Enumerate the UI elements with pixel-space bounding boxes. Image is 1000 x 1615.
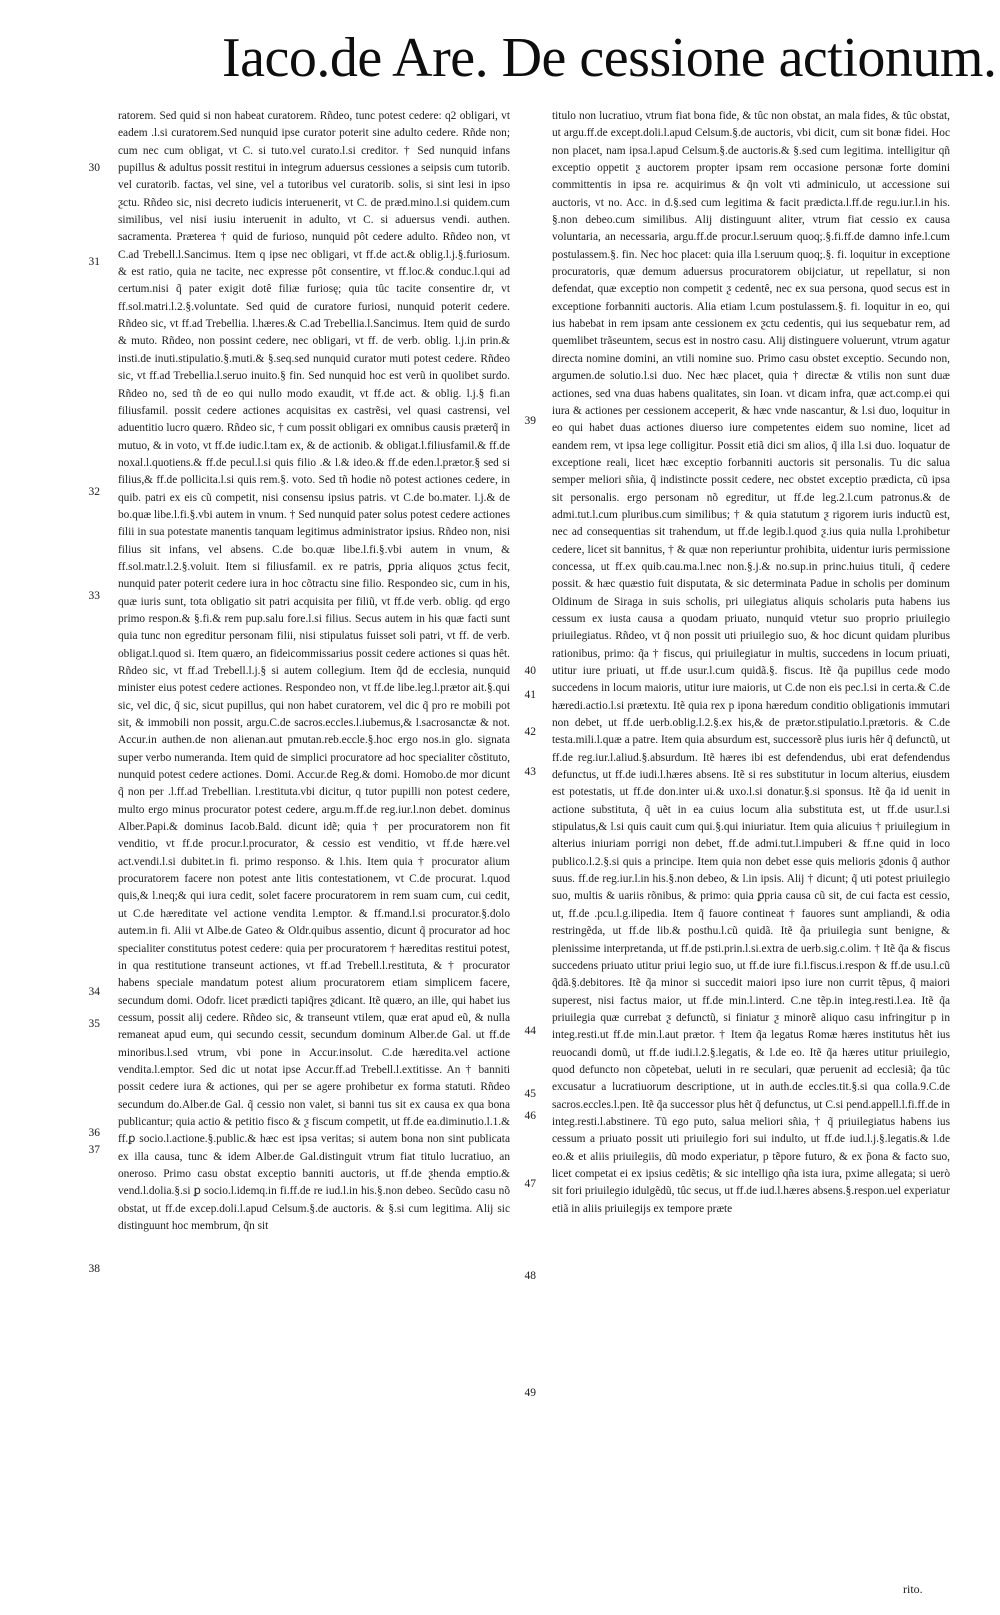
margin-number: 32 <box>88 486 100 498</box>
margin-number: 33 <box>88 590 100 602</box>
margin-number: 47 <box>524 1178 536 1190</box>
right-text-column <box>552 108 950 1548</box>
margin-number: 48 <box>524 1270 536 1282</box>
margin-number: 31 <box>88 256 100 268</box>
left-column-text: ratorem. Sed quid si non habeat curatorem. Rñdeo, tunc potest cedere: q2 obligari, vt eadem .l.si curatorem.Sed nunquid ipse curator poterit sine adulto cedere. Rñde non; cum nec cum obligat, vt C. si tuto.vel curato.l.si creditor. † Sed nunquid infans pupillus & adultus possit restitui in integrum aduersus cessiones a seipsis cum tutorib. vel curatorib. factas, vel sine, vel a tutoribus vel curatorib. solis, si sint lesi in ipso ƺctu. Rñdeo sic, nisi decreto iudicis interuenerit, vt C. de præd.mino.l.si quidem.cum similibus, vel nisi iusiu interuenit in adulto, vt C. si aduersus vendi. authen. sacramenta. Præterea † quid de furioso, nunquid pôt cedere adulto. Rñdeo non, vt C.ad Trebell.l.Sancimus. Item q ipse nec obligari, vt ff.de act.& oblig.l.j.§.furiosum. & est ratio, quia ne tacite, nec expresse pôt consentire, vt ff.loc.& conduc.l.qui ad certum.nisi q̃ pater exigit dotê filiæ furiosę; quia tûc tacite consentire dr, vt ff.sol.matri.l.2.§.voluntate. Sed quid de curatore furiosi, nunquid poterit cedere. Rñdeo sic, vt ff.ad Trebellia. l.hæres.& C.ad Trebellia.l.Sancimus. Item quid de surdo & muto. Rñdeo, non possint cedere, nec obligari, vt ff. de verb. oblig. l.j.in prin.& insti.de inuti.stipulatio.§.muti.& §.seq.sed nunquid curator muti potest cedere. Rñdeo sic, vt ff.ad Trebellia.l.seruo inuito.§ fin. Sed nunquid hoc est verũ in quolibet surdo. Rñdeo no, sed tñ de eo qui nullo modo exaudit, vt ff.de act. & oblig. l.j.§ fi.an filiusfamil. possit cedere actiones acquisitas ex castrẽsi, vel quasi castrensi, vel aduentitio lucro quæro. Rñdeo sic, † cum possit obligari ex omnibus causis præterq̃ in mutuo, & in voto, vt ff.de iudic.l.tam ex, & de actionib. & obligat.l.filiusfamil.& ff.de noxal.l.quotiens.& ff.de pecul.l.si quis filio .& l.& ideo.& ff.de eden.l.prætor.§ sed si filius,& ff.de pollicita.l.si quis rem.§. voto. Sed tñ hodie nõ potest actiones cedere, in quib. patri ex eis cũ competit, nisi consensu ipsius patris. vt C.de bo.mater. l.j.& de bo.quæ libe.l.fi.§.vbi autem in vnum. † Sed nunquid pater solus potest cedere actiones filii in sua potestate manentis tanquam legitimus administrator ipsius. Rñdeo non, nisi filius sit infans, vel absens. C.de bo.quæ libe.l.fi.§.vbi autem in vnum, & ff.sol.matr.l.2.§.voluit. Item si filiusfamil. ex re patris, ꝑpria aliquos ƺctus fecit, nunquid pater poterit cedere iura in hoc cõtractu sine filio. Respondeo sic, cum in his, quæ iuris sunt, tota obligatio sit patri acquisita per filiũ, vt ff.de verb. oblig. qd ergo primo respon.& §.fi.& rem pup.salu fore.l.si filius. Secus autem in his quæ facti sunt quia tunc non egreditur personam filii, nisi stipulatus fuisset soli patri, vt ff. de verb. obligat.l.quod si. Item quæro, an fideicommissarius possit cedere actiones si quas hêt. Rñdeo sic, vt ff.ad Trebell.l.j.§ si autem collegium. Item q̃d de ecclesia, nunquid minister eius potest cedere actiones. Respondeo non, vt ff.de libe.leg.l.prætor ait.§.qui sic, vel dic, q̃ sic, sicut pupillus, qui non habet curatorem, vel dic q̃ pro re mobili pot sit, & immobili non possit, argu.C.de sacros.eccles.l.iubemus,& l.sacrosanctæ & not. Accur.in authen.de non alienan.aut pmutan.reb.eccle.§.hoc ergo nos.in glo. signata super verbo numeranda. Item quid de simplici procuratore ad hoc specialiter cõstituto, nunquid potest cedere actiones. Domi. Accur.de Reg.& domi. Homobo.de mor dicunt q̃ non per .l.ff.ad Trebellian. l.restituta.vbi dicitur, q tutor pupilli non potest cedere, multo ergo minus procurator potest cedere, argu.m.ff.de reg.iur.l.non debet. dominus Alber.Papi.& dominus Iacob.Bald. dicunt idẽ; quia † per procuratorem non fit venditio, vt ff.de procur.l.procurator, & cessio est venditio, vt ff.de hære.vel act.vendi.l.si dubitet.in fi. primo responso. & l.his. Item quia † procurator alium procuratorem facere non potest ante litis contestationem, vt C.de procurat. l.quod quis,& l.neq;& qui iura cedit, solet facere procuratorem in rem suam cum, cui cedit, ut C.de hæreditate vel actione vendita l.emptor. & ff.mand.l.si procurator.§.dolo autem.in fi. Alii vt Albe.de Gateo & Oldr.quibus assentio, dicunt q̃ procurator ad hoc specialiter constitutus potest cedere: quia per procuratorem † hæreditas restitui potest, in qua restitutione transeunt actiones, vt ff.ad Trebell.l.restituta, & † procurator habens speciale mandatum potest alium procuratorem etiam simplicem facere, secundum domi. Odofr. licet prædicti tapiq̃res ƺdicant. Itẽ quæro, an ille, qui habet ius cessum, possit alij cedere. Rñdeo sic, & transeunt vtilem, quæ erat apud eũ, & nulla remaneat apud eum, qui secundo cessit, secundum dominum Alber.de Gal. ut ff.de minoribus.l.sed vtrum, vbi pone in Accur.insolut. C.de hæredita.vel actione vendita.l.emptor. Sed dic ut notat ipse Accur.ff.ad Trebell.l.extitisse. An † banniti possit cedere iura & actiones, qui per se agere prohibetur ex forma statuti. Rñdeo secundum do.Alber.de Gal. q̃ cessio non valet, si banni tus sit ex causa ex qua bona publicantur; quia actio & petitio fisco & ƺ fiscum competit, ut ff.de ea.diminutio.l.1.& ff.ꝑ socio.l.actione.§.public.& hæc est ipsa veritas; si autem bona non sint publicata ex illa causa, tunc & idem Alber.de Gal.distinguit vtrum fiat titulo lucratiuo, an oneroso. Primo casu obstat exceptio banniti auctoris, ut ff.de ƺhenda emptio.& vend.l.dolia.§.si ꝑ socio.l.idemq.in fi.ff.de re iud.l.in his.§.non debeo. Secũdo casu nõ obstat, ut ff.de excep.doli.l.apud Celsum.§.de auctoris. & §.si cum legitima. Alij sic distinguunt hoc membrum, q̃n sit <box>118 110 510 1232</box>
margin-number: 39 <box>524 415 536 427</box>
margin-number: 41 <box>524 689 536 701</box>
left-text-column <box>118 108 510 1548</box>
margin-number: 43 <box>524 766 536 778</box>
margin-number: 44 <box>524 1025 536 1037</box>
margin-number: 35 <box>88 1018 100 1030</box>
margin-number: 30 <box>88 162 100 174</box>
margin-number: 49 <box>524 1387 536 1399</box>
catchword: rito. <box>903 1582 923 1596</box>
page-title: Iaco.de Are. De cessione actionum. <box>222 27 997 89</box>
margin-number: 38 <box>88 1263 100 1275</box>
margin-number: 36 <box>88 1127 100 1139</box>
margin-number: 46 <box>524 1110 536 1122</box>
margin-number: 42 <box>524 726 536 738</box>
margin-number: 34 <box>88 986 100 998</box>
right-column-text: titulo non lucratiuo, vtrum fiat bona fide, & tûc non obstat, an mala fides, & tûc obstat, ut argu.ff.de except.doli.l.apud Celsum.§.de auctoris, vbi dicit, cum sit bonæ fidei. Hoc non placet, nam ipsa.l.apud Celsum.§.de auctoris.& §.sed cum legitima. intelligitur qñ exceptio oppetit ƺ auctorem propter ipsam rem occasione personæ forte domini committentis in ipsa re. acquirimus & q̃n volt vti adminiculo, ut accessione sui auctoris, vt no. Acc. in d.§.sed cum legitima & facit prædicta.l.ff.de regu.iur.l.in his. §.non debeo.cum similibus. Alij distinguunt aliter, vtrum fiat cessio ex causa voluntaria, an necessaria, argu.ff.de procur.l.seruum quoq;.§.fi.ff.de damno infe.l.cum postulassem.§. fin. Nec hoc placet: quia illa l.seruum quoq;.§. fi. loquitur in exceptione procuratoris, quæ demum aduersus procuratorem obijciatur, ut repellatur, si non defendat, quæ exceptio non competit ƺ cedentê, nec ex sua persona, quod secus est in exceptione forbanniti auctoris. Alia etiam l.cum postulassem.§. fi. loquitur in eo, qui ius habebat in rem ipsam ante cessionem ex ƺctu cedentis, qui ius sequebatur rem, ad quemlibet trãseuntem, secus est in nostro casu. Alij distinguere voluerunt, vtrum agatur directa nomine domini, an vtili nomine suo. Primo casu obstet exceptio. Secundo non, argumen.de solutio.l.si duo. Nec hæc placet, quia † directæ & vtilis non sunt duæ actiones, sed vna duas habens qualitates, sin Ioan. vt dicam infra, quæ act.comp.ei qui iura & actiones per cessionem acceperit, & hæc vnde nascantur, & l.si duo, loquitur in eo qui habet duas actiones diuerso iure competentes eidem suo nomine, licet ad eandem rem, vt ipsa lege colligitur. Possit etiã dici sm alios, q̃ illa l.si duo. loquatur de exceptione reali, licet hæc exceptio forbanniti auctoris sit personalis. Tu dic salua semper meliori sñia, q̃ indistincte possit cedere, nec obstet exceptio prædicta, cũ ipsa sit personalis. ergo personam nõ egreditur, ut ff.de leg.2.l.cum patronus.& de admi.tut.l.cum pluribus.cum similibus; † & quia statutum ƺ rigorem iuris inductũ est, nec ad consequentias sit trahendum, ut ff.de legib.l.quod ƺ.ius quia nulla l.prohibetur cedere, licet sit bannitus, † & quæ non reperiuntur prohibita, uidentur iuris permissione concessa, ut ff.ex quib.cau.ma.l.nec non.§.j.& no.sup.in princ.huius tituli, q̃ cedere possit. & hæc quæstio fuit disputata, & sic determinata Padue in scholis per dominum Oldinum de Siraga in suis scholis, pri uilegiatus aliquis scholaris puta habens ius cessum ex iusta causa a quodam priuato, nunquid vtetur suo proprio priuilegio priuilegiatus. Rñdeo, vt q̃ non possit uti priuilegio suo, & hoc dicunt quidam pluribus rationibus, primo: q̃a † fiscus, qui priuilegiatur in multis, succedens in locum priuati, utitur iure priuati, ut ff.de usur.l.cum quidã.§. fiscus. Itẽ q̃a pupillus cede modo succedens in locum maioris, utitur iure maioris, ut C.de non eis pec.l.si in certa.& C.de hæredi.actio.l.si prætextu. Itẽ quia rex p ipona hæredum conditio obligationis immutari non debet, ut ff.de uerb.oblig.l.2.§.ex his,& de prætor.stipulatio.l.prætoris. & C.de testa.mili.l.quæ a patre. Item quia absurdum est, successorẽ plus iuris hêr q̃ defunctũ, ut ff.de reg.iur.l.aliud.§.absurdum. Itẽ hæres ibi est defendendus, ubi erat defendendus defunctus, ut ff.de iudi.l.hæres absens. Itẽ si res substitutur in locum alterius, eiusdem est potestatis, ut ff.de don.inter ui.& uxo.l.si donatur.§.si sponsus. Itẽ q̃a id uenit in actione substituta, q̃ uẽt in ea cuius locum alia substituta est, ut ff.de usur.l.si stipulatus,& l.si quis cauit cum qui.§.qui iniuriatur. Item quia alicuius † priuilegium in alterius iniuriam porrigi non debet, ff.de admi.tut.l.impuberi & ff.ne quid in loco publico.l.2.§.si quis a principe. Item quia non debet esse quis melioris ƺdonis q̃ author suus. ff.de reg.iur.l.in his.§.non debeo, & l.in ipsis. Alij † dicunt; q̃ uti potest priuilegio suo, multis & uariis rõnibus, & primo: quia ꝑpria causa cũ sit, de cui facta est cessio, ut, ff.de .pcu.l.g.ilipedia. Item q̃ fauore contineat † fauores sunt ampliandi, & odia restringẽda, ut ff.de lib.& posthu.l.cũ quidã. Itẽ q̃a priuilegia sunt benigne, & plenissime interpretanda, ut ff.de psti.prin.l.si.extra de uerb.sig.c.olim. † Itẽ q̃a & fiscus succedens priuato utitur priui legio suo, ut ff.de iure fi.l.fiscus.i.respon & ff.de usu.l.cũ q̃dã.§.debitores. Itẽ q̃a minor si succedit maiori ipso iure non currit tẽpus, q̃ maiori superest, nisi factus maior, ut ff.de min.l.interd. C.ne tẽp.in integ.resti.l.ea. Itẽ q̃a priuilegia quæ currebat ƺ defunctũ, si finiatur ƺ minorẽ aliquo casu infringitur p in integ.resti.ut ff.de min.l.aut prætor. † Item q̃a legatus Romæ hæres institutus hêt ius reuocandi domũ, ut ff.de iudi.l.2.§.legatis, & l.de eo. Itẽ q̃a hæres utitur priuilegio, quod defuncto non cõpetebat, ueluti in re seculari, quæ peruenit ad ecclesiã; q̃a tûc excusatur a lucratiuorum descriptione, ut in auth.de eccles.tit.§.si qua colla.9.C.de sacros.eccles.l.pen. Itẽ q̃a successor plus hêt q̃ defunctus, ut C.si pend.appell.l.fi.ff.de in integ.resti.l.abstinere. Tũ ego puto, salua meliori sñia, † q̃ priuilegiatus habens ius cessum a priuato possit uti priuilegio fori sui indulto, ut ff.de iud.l.j.§.legatis.& l.de eo.& et aliis priuilegiis, dũ modo experiatur, p tẽpore futuro, & ex p̃ona & facto suo, licet competat ei ex ipsius cedẽtis; & sic intelligo qña ista iura, pxime allegata; si uerò sit fori priuilegio idulgẽdũ, tûc secus, ut ff.de iud.l.hæres absens.§.respon.uel experiatur etiã in aliis priuilegijs ex tempore præte <box>552 110 950 1215</box>
margin-number: 45 <box>524 1088 536 1100</box>
margin-number: 37 <box>88 1144 100 1156</box>
margin-number: 40 <box>524 665 536 677</box>
